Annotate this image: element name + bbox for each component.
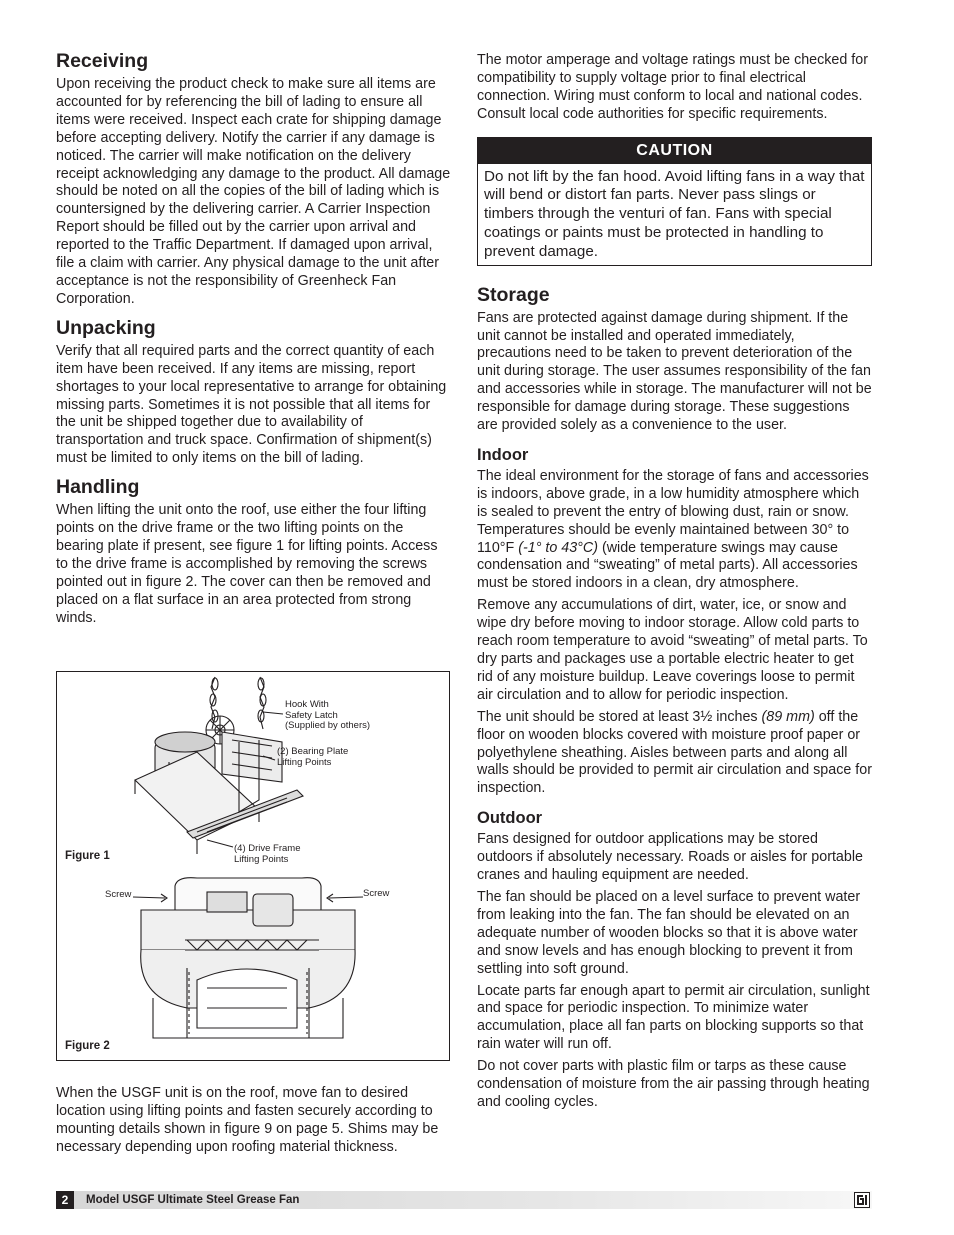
rooftop-placement-text: When the USGF unit is on the roof, move fan to desired location using lifting points and fasten securely according to mounting details shown in figure 9 on page 5. Shims may be necessary depending upon roofing material thickness. [56, 1085, 439, 1155]
caution-title: CAUTION [478, 138, 871, 164]
indoor-p1-text-b: (wide temperature swings may cause condensation and “sweating” of metal parts). All accessories must be stored indoors in a clean, dry atmosphere. [477, 539, 858, 592]
storage-text: Fans are protected against damage during shipment. If the unit cannot be installed and operated immediately, precautions need to be taken to prevent deterioration of the unit during storage. The user assumes responsibility of the fan and accessories while in storage. The manufacturer will not be responsible for damage during storage. These suggestions are provided solely as a convenience to the user. [477, 309, 872, 434]
hook-callout: Hook With Safety Latch (Supplied by others) [285, 699, 371, 731]
handling-section [56, 476, 451, 627]
indoor-p3-text-a: The unit should be stored at least 3½ inches [477, 708, 762, 725]
bearing-plate-callout: (2) Bearing Plate Lifting Points [277, 746, 349, 768]
outdoor-heading: Outdoor [477, 809, 543, 828]
indoor-p1-metric: (-1° to 43°C) [518, 539, 598, 556]
page-footer [56, 1191, 872, 1209]
receiving-section [56, 50, 451, 309]
unpacking-section [56, 317, 451, 468]
storage-heading: Storage [477, 283, 550, 306]
page-number: 2 [56, 1191, 74, 1209]
motor-ratings-text: The motor amperage and voltage ratings must be checked for compatibility to supply voltage prior to final electrical connection. Wiring must conform to local and national codes. Consult local code authorities for specific requirements. [477, 52, 868, 122]
unpacking-text: Verify that all required parts and the correct quantity of each item have been received. If any items are missing, report shortages to your local representative to arrange for obtaining missing parts. Sometimes it is not possible that all items for the unit be shipped together due to availability of transportation and truck space. Confirmation of shipment(s) must be limited to only items on the bill of lading. [56, 342, 447, 467]
receiving-text: Upon receiving the product check to make sure all items are accounted for by referencing the bill of lading to ensure all items were received. Inspect each crate for shipping damage before accepting delivery. Notify the carrier if any damage is noticed. The carrier will make notification on the delivery receipt acknowledging any damage to the product. All damage should be noted on all the copies of the bill of lading which is countersigned by the delivering carrier. A Carrier Inspection Report should be filled out by the carrier upon arrival and reported to the Traffic Department. If damaged upon arrival, file a claim with carrier. Any physical damage to the unit after acceptance is not the responsibility of Greenheck Fan Corporation. [56, 76, 451, 307]
footer-title: Model USGF Ultimate Steel Grease Fan [86, 1194, 300, 1206]
indoor-paragraph-3 [477, 709, 872, 799]
indoor-paragraph-1 [477, 468, 872, 593]
indoor-p3-text-b: off the floor on wooden blocks covered with moisture proof paper or polyethylene sheathing. Aisles between parts and along all walls should be provided to permit air circulation and space for inspection. [477, 708, 872, 797]
left-column [56, 50, 451, 635]
drive-frame-callout: (4) Drive Frame Lifting Points [234, 843, 301, 865]
screw-callout-right: Screw [363, 888, 390, 899]
fan-lifting-illustration [57, 672, 449, 869]
screw-callout-left: Screw [105, 889, 132, 900]
indoor-section [477, 445, 872, 798]
figure-2 [56, 868, 450, 1061]
figure-1 [56, 671, 450, 870]
outdoor-section [477, 808, 872, 1112]
right-column [477, 52, 872, 1120]
indoor-heading: Indoor [477, 445, 529, 464]
storage-section [477, 284, 872, 435]
unpacking-heading: Unpacking [56, 316, 156, 339]
outdoor-paragraph-1: Fans designed for outdoor applications may be stored outdoors if absolutely necessary. Roads or aisles for portable cranes and hauling equipment are needed. [477, 831, 863, 884]
figure-1-label: Figure 1 [65, 850, 110, 862]
receiving-heading: Receiving [56, 50, 149, 72]
handling-heading: Handling [56, 476, 140, 499]
handling-text: When lifting the unit onto the roof, use either the four lifting points on the drive frame or the two lifting points on the bearing plate if present, see figure 1 for lifting points. Access to the drive frame is accomplished by removing the screws pointed out in figure 2. The cover can then be removed and placed on a flat surface in an area protected from strong winds. [56, 502, 438, 626]
indoor-paragraph-2: Remove any accumulations of dirt, water, ice, or snow and wipe dry before moving to indoor storage. Allow cold parts to reach room temperature to avoid “sweating” of metal parts. To dry parts and packages use a portable electric heater to get rid of any moisture buildup. Leave coverings loose to permit air circulation and to allow for periodic inspection. [477, 597, 868, 703]
indoor-p3-metric: (89 mm) [761, 708, 815, 725]
caution-text: Do not lift by the fan hood. Avoid lifting fans in a way that will bend or distort fan parts. Never pass slings or timbers through the venturi of fan. Fans with special coatings or paints must be protected in handling to prevent damage. [484, 167, 865, 260]
indoor-p1-text-a: The ideal environment for the storage of fans and accessories is indoors, above grade, in a low humidity atmosphere which is sealed to prevent the entry of blowing dust, rain or snow. Temperatures should be evenly maintained between 30° to 110°F [477, 467, 869, 556]
outdoor-paragraph-3: Locate parts far enough apart to permit air circulation, sunlight and space for periodic inspection. To minimize water accumulation, place all fan parts on blocking supports so that rain water will run off. [477, 982, 870, 1053]
figure-2-label: Figure 2 [65, 1040, 110, 1052]
rooftop-placement-section [56, 1085, 451, 1157]
greenheck-logo-icon [854, 1192, 870, 1208]
outdoor-paragraph-4: Do not cover parts with plastic film or tarps as these cause condensation of moisture from the air passing through heating and cooling cycles. [477, 1058, 870, 1110]
caution-box [477, 137, 872, 266]
outdoor-paragraph-2: The fan should be placed on a level surface to prevent water from leaking into the fan. The fan should be elevated on an adequate number of wooden blocks so that it is above water and snow levels and has enough blocking to prevent it from settling into soft ground. [477, 888, 861, 977]
